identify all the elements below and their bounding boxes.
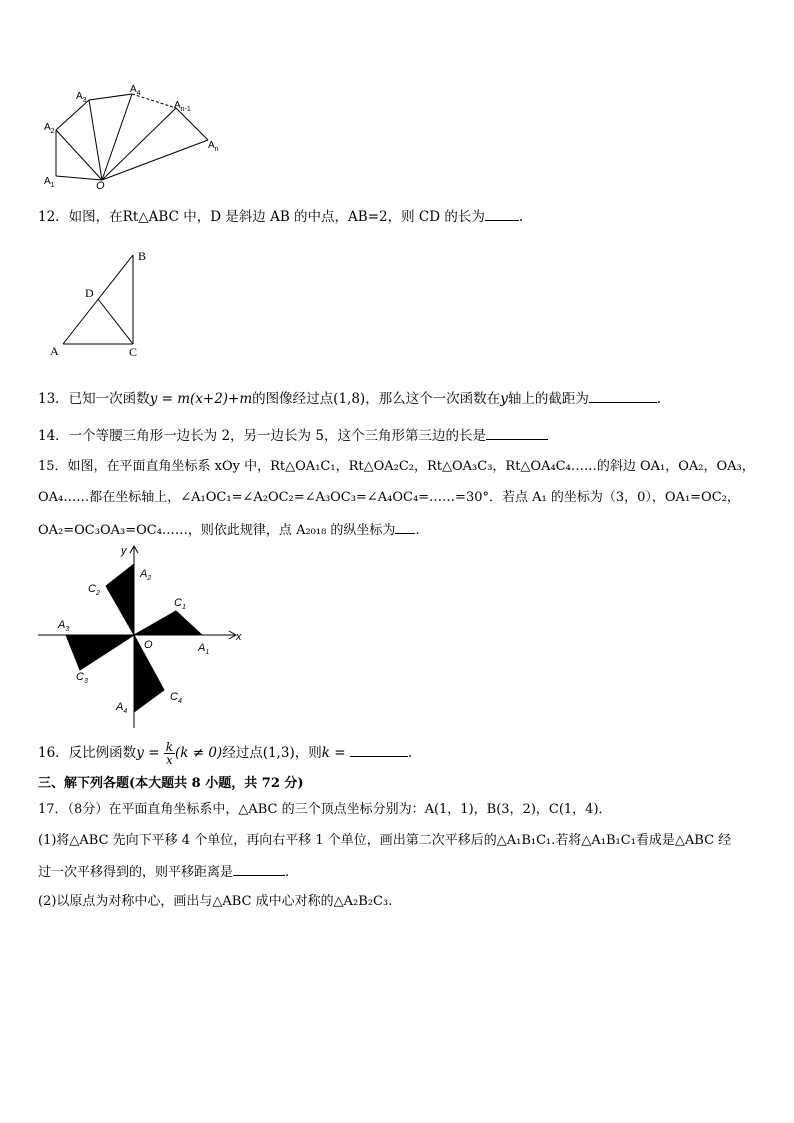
q16-point: (1,3) bbox=[262, 745, 295, 761]
figure-15 bbox=[36, 540, 256, 730]
fig15-label-a4: $A_4$ bbox=[116, 701, 128, 715]
question-15-line-3: OA₂=OC₃OA₃=OC₄……，则依此规律，点 A₂₀₁₈ 的纵坐标为 . bbox=[38, 520, 420, 540]
q12-text: 12．如图，在Rt△ABC 中，D 是斜边 AB 的中点，AB=2，则 CD 的长为 bbox=[38, 209, 485, 225]
fig11-label-a1: $A_1$ bbox=[44, 176, 55, 189]
figure-12 bbox=[45, 245, 165, 360]
fig12-label-a: A bbox=[50, 344, 59, 358]
triangle-oa3c3 bbox=[66, 635, 134, 670]
fig15-label-x: x bbox=[236, 631, 242, 643]
q14-answer-blank[interactable] bbox=[486, 426, 548, 440]
q13-point: (1,8) bbox=[333, 391, 366, 407]
fig11-label-an: $A_n$ bbox=[208, 140, 219, 153]
q12-answer-blank[interactable] bbox=[485, 207, 519, 221]
fig11-label-a4: $A_4$ bbox=[130, 84, 141, 97]
q16-answer-blank[interactable] bbox=[350, 743, 408, 757]
fig11-label-a3: $A_3$ bbox=[76, 91, 87, 104]
fig12-label-d: D bbox=[85, 286, 94, 300]
question-17-part-1-line-2: 过一次平移得到的，则平移距离是 . bbox=[38, 862, 289, 882]
fig15-label-a3: $A_3$ bbox=[58, 619, 70, 633]
fig15-label-c3: $C_3$ bbox=[76, 671, 88, 685]
question-12: 12．如图，在Rt△ABC 中，D 是斜边 AB 的中点，AB=2，则 CD 的长为 . bbox=[38, 209, 524, 225]
fig12-label-b: B bbox=[138, 249, 147, 263]
fig15-label-a1: $A_1$ bbox=[198, 642, 210, 656]
q17-answer-blank[interactable] bbox=[233, 862, 285, 876]
fig15-label-o: O bbox=[144, 639, 153, 651]
fig11-label-o: O bbox=[96, 180, 105, 192]
q16-fraction: $\frac{k}{x}$ bbox=[165, 740, 173, 767]
q13-answer-blank[interactable] bbox=[589, 389, 657, 403]
fig11-label-a2: $A_2$ bbox=[44, 122, 55, 135]
fig15-label-c2: $C_2$ bbox=[88, 583, 100, 597]
question-13: 13．已知一次函数y = m(x+2)+m的图像经过点(1,8)，那么这个一次函数在y轴上的截距为 . bbox=[38, 391, 662, 407]
fig12-label-c: C bbox=[129, 345, 138, 359]
fig15-label-c4: $C_4$ bbox=[170, 691, 182, 705]
question-17-intro: 17．（8分）在平面直角坐标系中，△ABC 的三个顶点坐标分别为：A(1，1)，B(3，2)，C(1，4)． bbox=[38, 802, 612, 817]
fig15-label-y: y bbox=[121, 545, 127, 557]
question-14: 14．一个等腰三角形一边长为 2，另一边长为 5，这个三角形第三边的长是 bbox=[38, 426, 548, 445]
section-3-heading: 三、解下列各题(本大题共 8 小题，共 72 分) bbox=[38, 776, 304, 791]
question-17-part-1-line-1: (1)将△ABC 先向下平移 4 个单位，再向右平移 1 个单位，画出第二次平移后的△A₁B₁C₁.若将△A₁B₁C₁看成是△ABC 经 bbox=[38, 833, 732, 848]
fig15-label-c1: $C_1$ bbox=[174, 597, 186, 611]
fig15-label-a2: $A_2$ bbox=[140, 568, 152, 582]
question-15-line-2: OA₄……都在坐标轴上，∠A₁OC₁=∠A₂OC₂=∠A₃OC₃=∠A₄OC₄=……=30°．若点 A₁ 的坐标为（3，0），OA₁=OC₂， bbox=[38, 490, 740, 505]
question-15-line-1: 15．如图，在平面直角坐标系 xOy 中，Rt△OA₁C₁，Rt△OA₂C₂，Rt△OA₃C₃，Rt△OA₄C₄……的斜边 OA₁，OA₂，OA₃， bbox=[38, 459, 755, 474]
triangle-oa2c2 bbox=[106, 564, 134, 635]
question-16: 16．反比例函数y = $\frac{k}{x}$ (k ≠ 0)经过点(1,3)，则k = . bbox=[38, 740, 413, 767]
question-17-part-2: (2)以原点为对称中心，画出与△ABC 成中心对称的△A₂B₂C₃. bbox=[38, 894, 393, 909]
figure-11 bbox=[40, 82, 230, 192]
fig11-label-an-1: $A_{n-1}$ bbox=[174, 100, 191, 113]
q15-answer-blank[interactable] bbox=[395, 520, 415, 534]
q13-formula: y = m(x+2)+m bbox=[149, 391, 253, 407]
triangle-oa1c1 bbox=[134, 611, 202, 635]
